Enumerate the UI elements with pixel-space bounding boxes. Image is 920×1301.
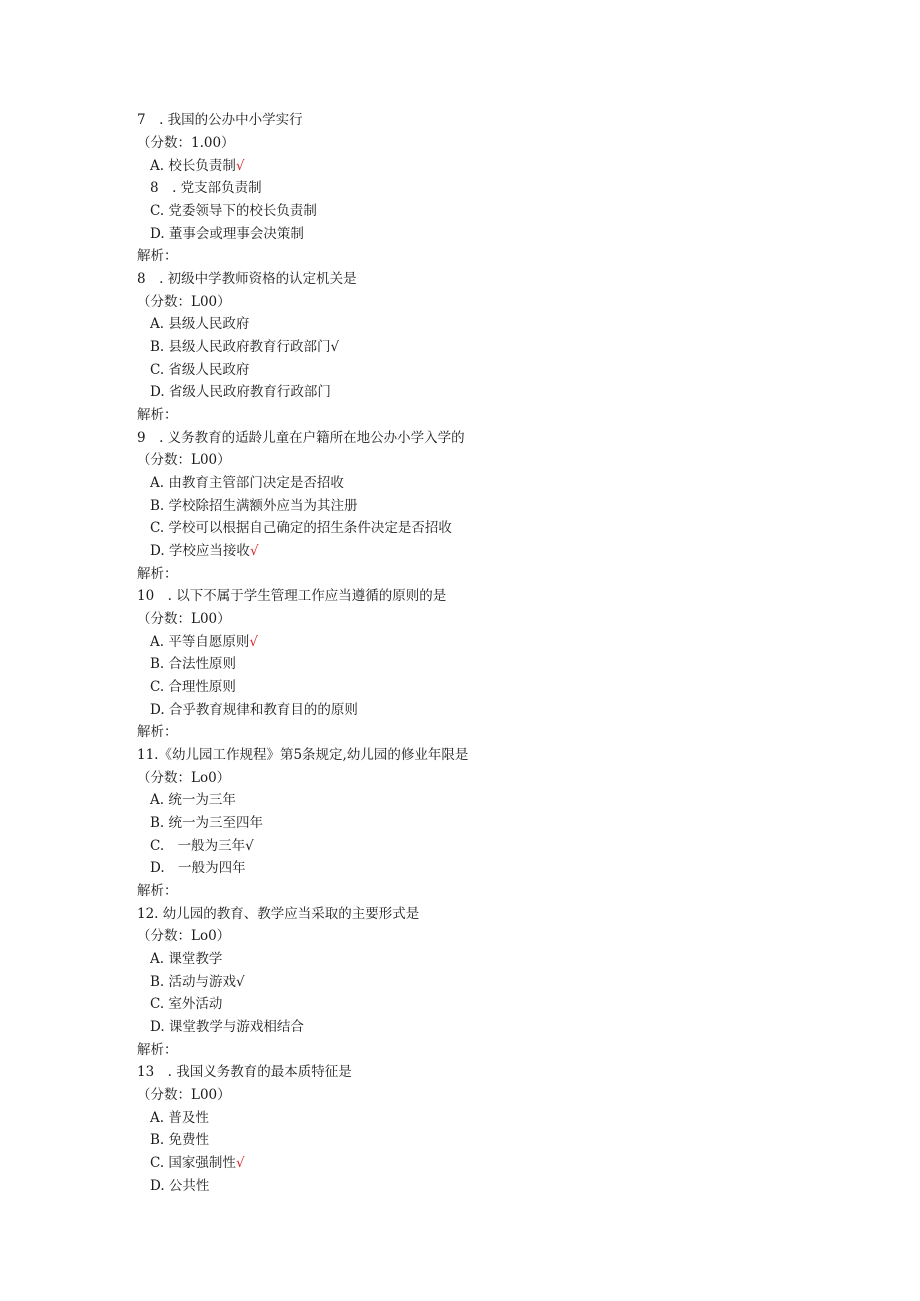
correct-check-icon: √	[249, 543, 259, 559]
correct-check-icon: √	[236, 974, 245, 990]
analysis-label: 解析：	[137, 248, 178, 264]
question-title: 11.《幼儿园工作规程》第5条规定,幼儿园的修业年限是	[137, 747, 469, 763]
option-text: B. 统一为三至四年	[150, 815, 264, 831]
correct-check-icon: √	[235, 1155, 245, 1171]
option-text: D. 学校应当接收	[150, 543, 250, 559]
option-item	[150, 1154, 245, 1172]
option-item	[150, 519, 452, 537]
question-title: 7 . 我国的公办中小学实行	[137, 112, 303, 128]
option-text: D. 省级人民政府教育行政部门	[150, 384, 331, 400]
question-title: 13 . 我国义务教育的最本质特征是	[137, 1064, 352, 1080]
option-text: B. 县级人民政府教育行政部门	[150, 339, 331, 355]
option-text: B. 活动与游戏	[150, 974, 237, 990]
option-text: A. 统一为三年	[150, 792, 236, 808]
option-text: D. 一般为四年	[150, 860, 246, 876]
question-score: （分数：Lo0）	[137, 928, 231, 944]
question-title: 9 . 义务教育的适龄儿童在户籍所在地公办小学入学的	[137, 430, 465, 446]
option-item	[150, 338, 339, 356]
option-item	[150, 950, 222, 968]
option-item	[150, 542, 259, 560]
option-text: D. 公共性	[150, 1178, 210, 1194]
option-item	[150, 383, 331, 401]
analysis-label: 解析：	[137, 1042, 178, 1058]
option-item	[150, 225, 304, 243]
analysis-label: 解析：	[137, 566, 178, 582]
option-item	[150, 202, 317, 220]
option-item	[150, 474, 344, 492]
option-item	[150, 701, 358, 719]
analysis-label: 解析：	[137, 883, 178, 899]
option-item	[150, 814, 263, 832]
option-text: C. 党委领导下的校长负责制	[150, 203, 317, 219]
option-text: C. 一般为三年	[150, 838, 246, 854]
question-score: （分数：Lo0）	[137, 770, 231, 786]
option-text: B. 免费性	[150, 1132, 210, 1148]
option-item	[150, 315, 249, 333]
option-item	[150, 1109, 209, 1127]
option-item	[150, 678, 236, 696]
option-item	[150, 1177, 209, 1195]
question-title: 10 . 以下不属于学生管理工作应当遵循的原则的是	[137, 588, 447, 604]
correct-check-icon: √	[245, 838, 254, 854]
option-text: D. 董事会或理事会决策制	[150, 226, 304, 242]
option-item	[150, 859, 246, 877]
analysis-label: 解析：	[137, 407, 178, 423]
option-item	[150, 791, 236, 809]
option-text: C. 国家强制性	[150, 1155, 236, 1171]
option-text: B. 学校除招生满额外应当为其注册	[150, 498, 358, 514]
option-text: C. 室外活动	[150, 996, 223, 1012]
question-score: （分数：L00）	[137, 611, 231, 627]
analysis-label: 解析：	[137, 724, 178, 740]
question-score: （分数：1.00）	[137, 135, 235, 151]
question-score: （分数：L00）	[137, 1087, 231, 1103]
option-text: 8 . 党支部负责制	[150, 180, 262, 196]
correct-check-icon: √	[330, 339, 340, 355]
option-text: A. 普及性	[150, 1110, 209, 1126]
option-item	[150, 633, 258, 651]
option-text: A. 课堂教学	[150, 951, 223, 967]
option-item	[150, 179, 262, 197]
option-item	[150, 497, 358, 515]
option-text: C. 省级人民政府	[150, 362, 250, 378]
option-text: D. 合乎教育规律和教育目的的原则	[150, 702, 358, 718]
option-item	[150, 973, 245, 991]
option-text: A. 县级人民政府	[150, 316, 250, 332]
option-item	[150, 1131, 209, 1149]
correct-check-icon: √	[249, 634, 258, 650]
question-score: （分数：L00）	[137, 452, 231, 468]
option-text: C. 学校可以根据自己确定的招生条件决定是否招收	[150, 520, 452, 536]
option-item	[150, 655, 236, 673]
option-text: A. 由教育主管部门决定是否招收	[150, 475, 344, 491]
option-item	[150, 157, 244, 175]
option-text: B. 合法性原则	[150, 656, 237, 672]
option-item	[150, 995, 222, 1013]
option-text: C. 合理性原则	[150, 679, 236, 695]
option-item	[150, 1018, 304, 1036]
question-score: （分数：L00）	[137, 294, 231, 310]
option-item	[150, 361, 249, 379]
option-text: A. 平等自愿原则	[150, 634, 250, 650]
correct-check-icon: √	[235, 158, 245, 174]
option-item	[150, 837, 254, 855]
option-text: A. 校长负责制	[150, 158, 236, 174]
question-title: 8 . 初级中学教师资格的认定机关是	[137, 271, 357, 287]
question-title: 12. 幼儿园的教育、教学应当采取的主要形式是	[137, 906, 420, 922]
option-text: D. 课堂教学与游戏相结合	[150, 1019, 304, 1035]
